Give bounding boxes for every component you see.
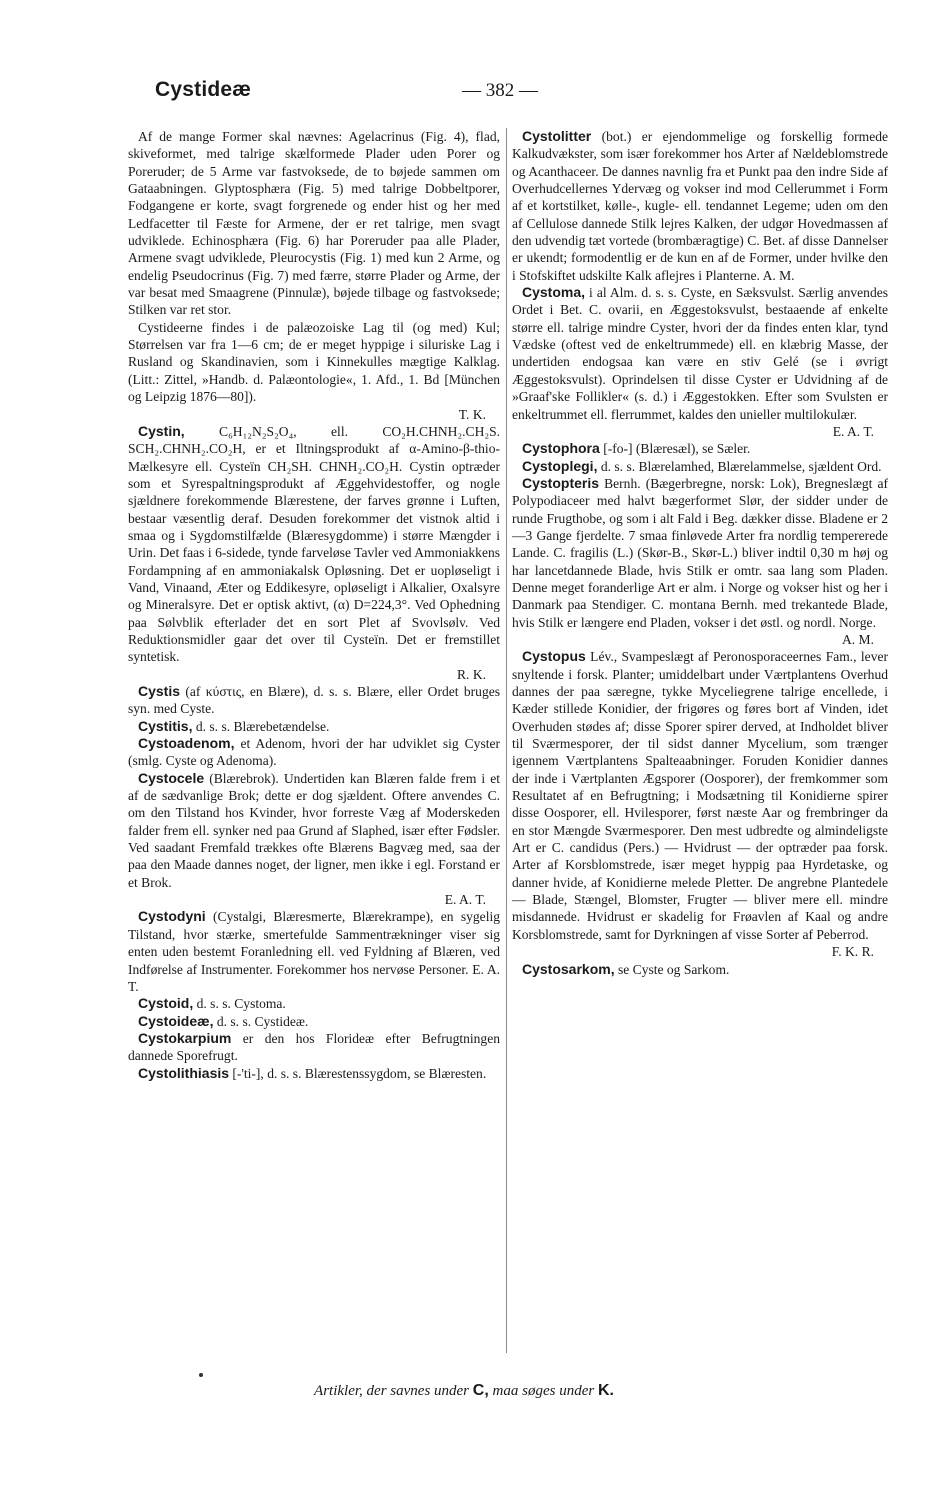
entry-text: C₆H₁₂N₂S₂O₄, ell. CO₂H.CHNH₂.CH₂S. SCH₂.CHNH₂.CO₂H, er et Iltningsprodukt af α-Amino-β-thio-Mælkesyre ell. Cysteïn CH₂SH. CHNH₂.CO₂H. Cystin optræder som et Syrespaltningsprodukt af Æggehvidestoffer, og nogle sjældnere forekommende Blærestene, der farves grønne i Luften, bestaar væsentlig deraf. Desuden forekommer det vistnok altid i smaa og i Sygdomstilfælde (Blæresygdomme) i større Mængder i Urin. Det faas i 6-sidede, tynde farveløse Tavler ved Ammoniakkens Fordampning af en ammoniakalsk Opløsning. Det er uopløseligt i Vand, Vinaand, Æter og Eddikesyre, opløseligt i Alkalier, Oxalsyre og Mineralsyre. Det er optisk aktivt, (α) D=224,3°. Ved Ophedning paa Sølvblik efterlader det en sort Plet af Svovlsølv. Ved Reduktionsmidler gaar det over til Cysteïn. Det er fremstillet syntetisk. bbox=[128, 423, 500, 665]
dictionary-entry bbox=[128, 908, 500, 995]
entry-signature: F. K. R. bbox=[831, 944, 874, 960]
entry-text: et Adenom, hvori der har udviklet sig Cyster (smlg. Cyste og Adenoma). bbox=[128, 736, 500, 769]
page-header bbox=[0, 78, 928, 106]
entry-text: d. s. s. Cystoma. bbox=[196, 996, 286, 1012]
entry-headword: Cystoideæ, bbox=[138, 1012, 214, 1029]
entry-text: (af κύστις, en Blære), d. s. s. Blære, eller Ordet bruges syn. med Cyste. bbox=[128, 684, 501, 717]
footer-prefix: Artikler, der savnes under bbox=[314, 1383, 470, 1399]
right-column bbox=[512, 128, 888, 978]
dictionary-entry bbox=[512, 128, 888, 284]
dictionary-entry bbox=[128, 718, 500, 735]
entry-signature: A. M. bbox=[842, 631, 874, 647]
dictionary-entry bbox=[512, 475, 888, 648]
page-number: — 382 — bbox=[462, 80, 538, 101]
dictionary-entry bbox=[512, 648, 888, 960]
entry-text: se Cyste og Sarkom. bbox=[617, 961, 730, 977]
entry-signature: R. K. bbox=[457, 666, 486, 682]
entry-headword: Cystocele bbox=[138, 769, 205, 786]
footer-note bbox=[0, 1382, 928, 1400]
dictionary-entry bbox=[128, 1013, 500, 1030]
entry-text: Af de mange Former skal nævnes: Agelacrinus (Fig. 4), flad, skiveformet, med talrige skælformede Plader uden Porer og Poreruder; de 5 Arme var fastvoksede, de to bøjede sammen om Gataabningen. Glyptosphæra (Fig. 5) med talrige Dobbeltporer, Fodgangene er korte, svagt forgrenede og ender hist og her med Ledfacetter til Fæste for Armene, der er ret talrige, men svagt udviklede. Echinosphæra (Fig. 6) har Poreruder paa alle Plader, Armene svagt udviklede, Pleurocystis (Fig. 1) med kun 2 Arme, og endelig Pseudocrinus (Fig. 7) med færre, større Plader og Arme, der var besat med Smaagrene (Pinnulæ), bøjede tilbage og fastvoksede; Stilken var ret stor. bbox=[128, 129, 500, 318]
dictionary-entry bbox=[512, 440, 888, 457]
dictionary-entry bbox=[512, 458, 888, 475]
entry-headword: Cystophora bbox=[522, 440, 600, 457]
entry-headword: Cystopteris bbox=[522, 474, 600, 491]
entry-text: d. s. s. Blærebetændelse. bbox=[195, 718, 330, 734]
print-speck bbox=[199, 1373, 203, 1377]
entry-text: Cystideerne findes i de palæozoiske Lag til (og med) Kul; Størrelsen var fra 1—6 cm; de er meget hyppige i siluriske Lag i Rusland og Skandinavien, som i Kinnekulles mægtige Kalklag. (Litt.: Zittel, »Handb. d. Palæontologie«, 1. Afd., 1. Bd [München og Leipzig 1876—80]). bbox=[128, 319, 500, 405]
entry-text: i al Alm. d. s. s. Cyste, en Sæksvulst. Særlig anvendes Ordet i Bet. C. ovarii, en Æggestoksvulst, bestaaende af enkelte større ell. talrige mindre Cyster, hvori der da findes enten klar, tynd Vædske (oftest ved de enkeltrummede) ell. en klæbrig Masse, der undertiden endogsaa kan være en stiv Gelé (se i øvrigt Æggestoksvulst). Oprindelsen til disse Cyster er Udvidning af de »Graaf'ske Follikler« (s. d.) i Æggestokken. Efter som Svulsten er enkeltrummet ell. flerrummet, kaldes den unieller multilokulær. bbox=[512, 285, 888, 422]
dictionary-entry bbox=[128, 319, 500, 423]
dictionary-entry bbox=[128, 1030, 500, 1065]
entry-headword: Cystosarkom, bbox=[522, 960, 615, 977]
entry-headword: Cystitis, bbox=[138, 717, 193, 734]
dictionary-entry bbox=[512, 284, 888, 440]
entry-signature: E. A. T. bbox=[832, 423, 874, 439]
entry-headword: Cystokarpium bbox=[138, 1029, 232, 1046]
entry-headword: Cystolithiasis bbox=[138, 1064, 230, 1081]
entry-headword: Cystin, bbox=[138, 422, 185, 439]
column-divider bbox=[506, 128, 507, 1353]
entry-headword: Cystoma, bbox=[522, 284, 586, 301]
dictionary-entry bbox=[128, 128, 500, 319]
entry-text: d. s. s. Cystideæ. bbox=[216, 1013, 309, 1029]
footer-middle: maa søges under bbox=[492, 1383, 595, 1399]
dictionary-entry bbox=[128, 735, 500, 770]
dictionary-entry bbox=[128, 1065, 500, 1082]
entry-text: [-'ti-], d. s. s. Blærestenssygdom, se Blæresten. bbox=[232, 1065, 487, 1081]
entry-text: Bernh. (Bægerbregne, norsk: Lok), Bregneslægt af Polypodiaceer med halvt bægerformet Slør, der sidder under de runde Frugthobe, og som i alt Fald i Beg. dækker disse. Bladene er 2—3 Gange fjerdelte. 7 smaa finløvede Arter fra nordlig tempererede Lande. C. fragilis (L.) (Skør-B., Skør-L.) bliver indtil 0,30 m høj og har lancetdannede Blade, hvis Stilk er omtr. saa lang som Pladen. Denne meget foranderlige Art er alm. i Norge og vokser hist og her i Danmark paa Stendiger. C. montana Bernh. med trekantede Blade, hvis Stilk er længere end Pladen, vokser i det østl. og nordl. Norge. bbox=[512, 475, 889, 630]
entry-headword: Cystopus bbox=[522, 648, 586, 665]
entry-signature: T. K. bbox=[458, 406, 486, 422]
entry-text: d. s. s. Blærelamhed, Blærelammelse, sjældent Ord. bbox=[600, 458, 882, 474]
dictionary-entry bbox=[512, 961, 888, 978]
footer-letter-k: K. bbox=[597, 1382, 614, 1399]
entry-text: (bot.) er ejendommelige og forskellig formede Kalkudvækster, som især forekommer hos Arter af Nældeblomstrede og Acanthaceer. De dannes navnlig fra et Punkt paa den indre Side af Overhudcellernes Ydervæg og vokser ind mod Cellerummet i Form af et kortstilket, kølle-, kugle- ell. tendannet Legeme; uden om den af Cellulose dannede Stilk lejres Kalken, der udgør Hovedmassen af den udvendig tæt vortede (brombæragtige) C. Bet. af disse Dannelser er ukendt; formodentlig er de kun en af de Former, under hvilke den i Stofskiftet udskilte Kalk aflejres i Planterne. A. M. bbox=[512, 129, 888, 283]
entry-signature: E. A. T. bbox=[444, 892, 486, 908]
entry-text: er den hos Florideæ efter Befrugtningen dannede Sporefrugt. bbox=[128, 1030, 500, 1064]
dictionary-entry bbox=[128, 423, 500, 683]
entry-headword: Cystoplegi, bbox=[522, 457, 598, 474]
dictionary-entry bbox=[128, 770, 500, 909]
entry-text: (Blærebrok). Undertiden kan Blæren falde frem i et af de sædvanlige Brok; dette er dog sjældent. Oftere anvendes C. om den Tilstand hos Kvinder, hvor forreste Væg af Moderskeden falder frem ell. synker ned paa Grund af Slaphed, især efter Fødsler. Ved saadant Fremfald trækkes ofte Blærens Bagvæg med, saa der paa den Maade dannes noget, der ligner, men ikke i egl. Forstand er et Brok. bbox=[128, 770, 500, 890]
dictionary-entry bbox=[128, 995, 500, 1012]
entry-headword: Cystoid, bbox=[138, 995, 194, 1012]
entry-text: Lév., Svampeslægt af Peronosporaceernes Fam., lever snyltende i forsk. Planter; umiddelbart under Værtplantens Overhud dannes der paa særegne, tykke Myceliegrene talrige encellede, i Kæder stillede Konidier, der frigøres og føres bort af Vinden, idet Overhuden stødes af; disse Sporer spirer derved, at Indholdet bliver til Sværmesporer, der til sidst danner Mycelium, som trænger igennem Værtplantens Spalteaabninger. Foruden Konidier dannes der inde i Værtplanten Ægsporer (Oosporer), der fremkommer som Resultatet af en Befrugtning; i Modsætning til Konidierne spirer disse Oosporer, ell. Hvilesporer, først næste Aar og frembringer da en stor Mængde Sværmesporer. Den mest udbredte og almindeligste Art er C. candidus (Pers.) — Hvidrust — der optræder paa forsk. Arter af Korsblomstrede, især meget hyppig paa Hyrdetaske, og danner hvide, af Konidierne melede Pletter. De angrebne Plantedele — Blade, Stængel, Blomster, Frugter — bliver mere ell. mindre misdannede. Hvidrust er skadelig for Frøavlen af Kaal og andre Korsblomstrede, samt for Dyrkningen af visse Sorter af Peberrod. bbox=[512, 649, 888, 942]
entry-text: (Cystalgi, Blæresmerte, Blærekrampe), en sygelig Tilstand, hvor stærke, smertefulde Sammentrækninger viser sig enten uden bestemt Foranledning ell. ved Fyldning af Blæren, ved Indførelse af Instrumenter. Forekommer hos nervøse Personer. E. A. T. bbox=[128, 909, 500, 994]
dictionary-entry bbox=[128, 683, 500, 718]
running-title: Cystideæ bbox=[155, 78, 252, 101]
footer-letter-c: C, bbox=[472, 1382, 489, 1399]
entry-headword: Cystoadenom, bbox=[138, 735, 235, 752]
entry-headword: Cystodyni bbox=[138, 908, 206, 925]
entry-text: [-fo-] (Blæresæl), se Sæler. bbox=[603, 441, 751, 457]
entry-headword: Cystolitter bbox=[522, 128, 592, 144]
entry-headword: Cystis bbox=[138, 683, 181, 699]
left-column bbox=[128, 128, 500, 1082]
